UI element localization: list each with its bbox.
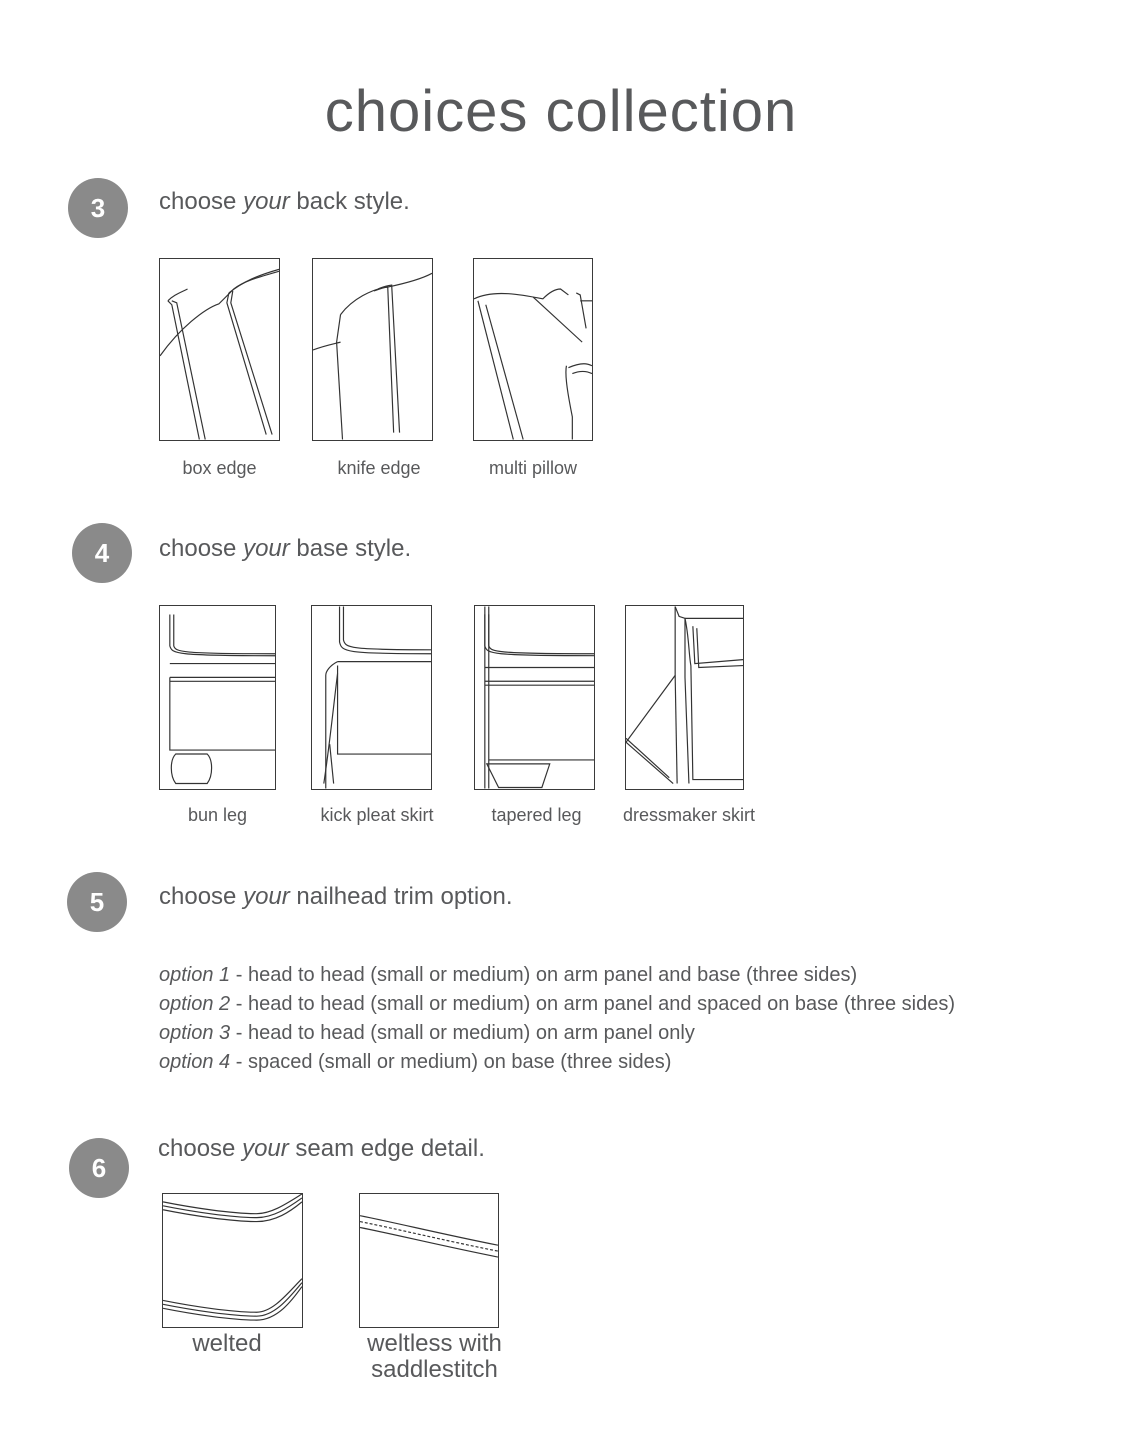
weltless-saddlestitch-illustration[interactable] [359,1193,499,1328]
option-label: kick pleat skirt [320,805,434,825]
dressmaker-skirt-illustration[interactable] [625,605,744,790]
option-label: box edge [182,458,257,478]
option-label: dressmaker skirt [622,805,756,825]
trim-option-label: option 3 [159,1022,231,1044]
heading-text: base style. [289,535,412,562]
trim-option-text: - spaced (small or medium) on base (three sides) [230,1051,672,1073]
heading-emphasis: your [243,883,290,910]
heading-emphasis: your [242,1135,289,1162]
section-heading-seam-edge [158,1135,485,1163]
step-number: 4 [94,537,110,568]
step-number-badge [69,1138,129,1198]
section-heading-base-style [159,535,411,563]
step-number: 3 [90,192,106,223]
heading-text: back style. [289,188,410,215]
trim-option-1 [159,964,857,987]
heading-emphasis: your [243,188,290,215]
heading-text: nailhead trim option. [289,883,513,910]
section-heading-back-style [159,188,410,216]
step-number-badge [72,523,132,583]
option-label: bun leg [187,805,248,825]
welted-illustration[interactable] [162,1193,303,1328]
heading-emphasis: your [243,535,290,562]
heading-text: choose [159,535,244,562]
trim-option-label: option 4 [159,1051,231,1073]
heading-text: choose [159,883,244,910]
step-number: 6 [91,1152,107,1183]
step-number: 5 [89,886,105,917]
page-title: choices collection [324,79,798,144]
heading-text: choose [159,188,244,215]
heading-text: choose [158,1135,243,1162]
option-label: tapered leg [491,805,582,825]
trim-option-label: option 2 [159,993,231,1015]
trim-option-4 [159,1051,671,1074]
option-label: saddlestitch [371,1356,498,1383]
kick-pleat-skirt-illustration[interactable] [311,605,432,790]
trim-option-text: - head to head (small or medium) on arm panel and spaced on base (three sides) [230,993,956,1015]
trim-option-label: option 1 [159,964,231,986]
option-label: multi pillow [488,458,578,478]
trim-option-3 [159,1022,695,1045]
multi-pillow-illustration[interactable] [473,258,593,441]
option-label: knife edge [337,458,421,478]
box-edge-illustration[interactable] [159,258,280,441]
option-label: weltless with [367,1330,502,1357]
option-label: welted [192,1330,262,1357]
step-number-badge [67,872,127,932]
tapered-leg-illustration[interactable] [474,605,595,790]
section-heading-nailhead-trim [159,883,513,911]
trim-option-text: - head to head (small or medium) on arm panel and base (three sides) [230,964,858,986]
trim-option-text: - head to head (small or medium) on arm panel only [230,1022,695,1044]
knife-edge-illustration[interactable] [312,258,433,441]
heading-text: seam edge detail. [288,1135,485,1162]
step-number-badge [68,178,128,238]
trim-option-2 [159,993,955,1016]
bun-leg-illustration[interactable] [159,605,276,790]
